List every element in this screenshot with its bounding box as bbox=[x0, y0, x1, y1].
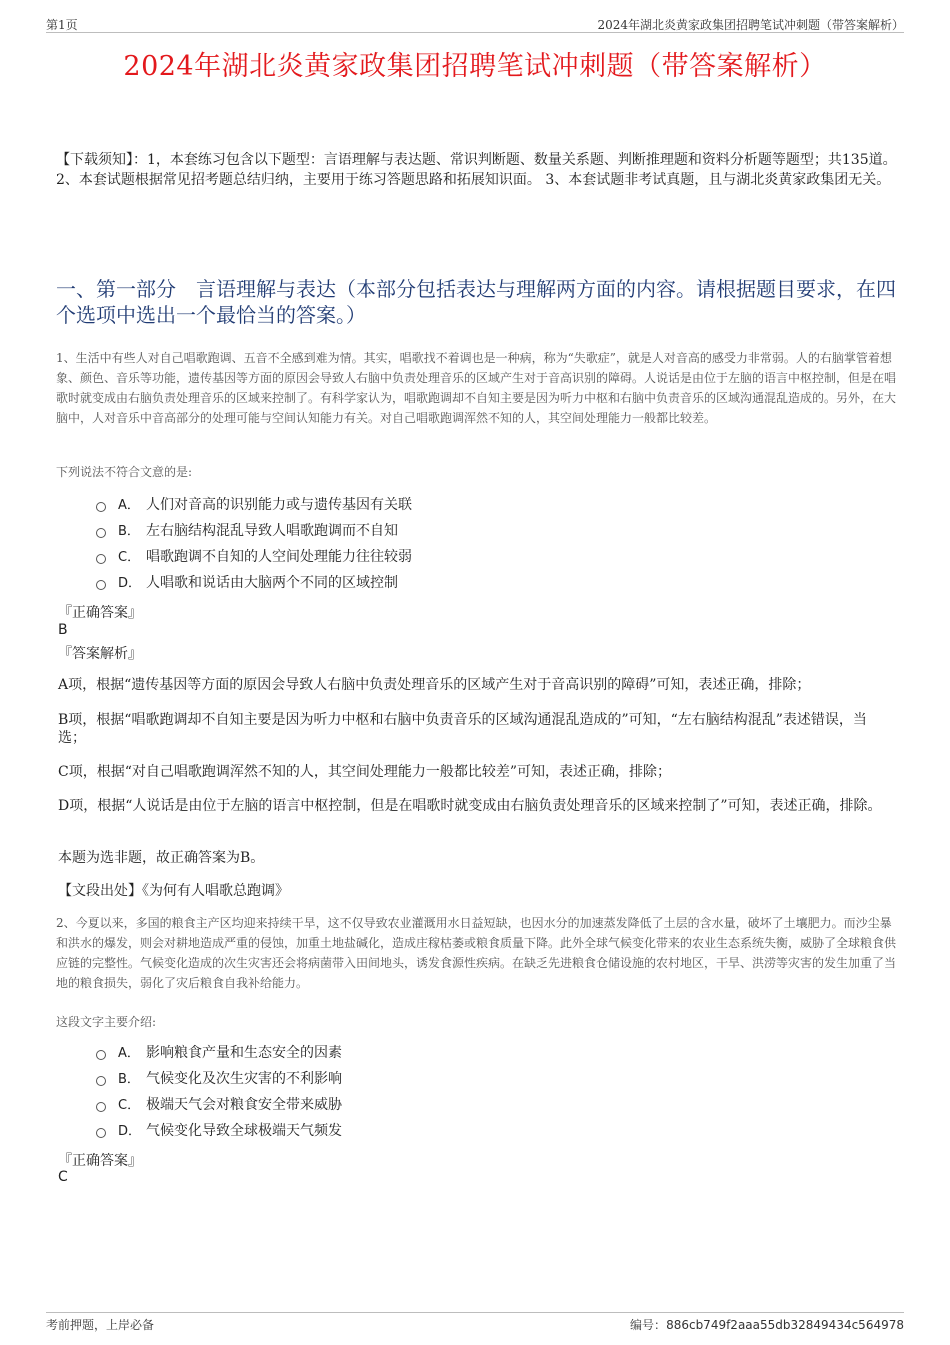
option-text: 气候变化导致全球极端天气频发 bbox=[146, 1123, 342, 1139]
radio-icon[interactable] bbox=[96, 1076, 106, 1086]
correct-answer: C bbox=[58, 1169, 68, 1185]
analysis-b: B项，根据“唱歌跑调却不自知主要是因为听力中枢和右脑中负责音乐的区域沟通混乱造成的”可知，“左右脑结构混乱”表述错误，当选； bbox=[58, 712, 867, 746]
section-title: 一、第一部分 言语理解与表达（本部分包括表达与理解两方面的内容。请根据题目要求，在四个选项中选出一个最恰当的答案。） bbox=[56, 277, 896, 327]
option-text: 人唱歌和说话由大脑两个不同的区域控制 bbox=[146, 575, 398, 591]
document-title: 2024年湖北炎黄家政集团招聘笔试冲刺题（带答案解析） bbox=[123, 51, 827, 82]
footer-code-value: 886cb749f2aaa55db32849434c564978 bbox=[666, 1318, 904, 1332]
option-b[interactable]: B． 左右脑结构混乱导致人唱歌跑调而不自知 bbox=[96, 518, 696, 544]
page-footer bbox=[46, 1312, 904, 1333]
radio-icon[interactable] bbox=[96, 1102, 106, 1112]
radio-icon[interactable] bbox=[96, 528, 106, 538]
question-1-options bbox=[96, 492, 696, 596]
question-1-prompt: 下列说法不符合文意的是: bbox=[56, 465, 193, 479]
option-c[interactable]: C． 唱歌跑调不自知的人空间处理能力往往较弱 bbox=[96, 544, 696, 570]
page-number: 第1页 bbox=[46, 18, 78, 32]
option-a[interactable]: A． 影响粮食产量和生态安全的因素 bbox=[96, 1040, 696, 1066]
option-text: 左右脑结构混乱导致人唱歌跑调而不自知 bbox=[146, 523, 398, 539]
analysis-a: A项，根据“遗传基因等方面的原因会导致人右脑中负责处理音乐的区域产生对于音高识别的障碍”可知，表述正确，排除； bbox=[58, 677, 811, 693]
radio-icon[interactable] bbox=[96, 502, 106, 512]
option-b[interactable]: B． 气候变化及次生灾害的不利影响 bbox=[96, 1066, 696, 1092]
page-header bbox=[46, 14, 904, 33]
footer-code bbox=[630, 1316, 904, 1333]
correct-answer-label: 『正确答案』 bbox=[58, 1153, 142, 1169]
correct-answer: B bbox=[58, 622, 68, 638]
radio-icon[interactable] bbox=[96, 1128, 106, 1138]
analysis-conclusion: 本题为选非题，故正确答案为B。 bbox=[58, 850, 265, 866]
radio-icon[interactable] bbox=[96, 1050, 106, 1060]
option-d[interactable]: D． 气候变化导致全球极端天气频发 bbox=[96, 1118, 696, 1144]
analysis-d: D项，根据“人说话是由位于左脑的语言中枢控制，但是在唱歌时就变成由右脑负责处理音乐的区域来控制了”可知，表述正确，排除。 bbox=[58, 798, 882, 814]
question-2-passage: 2、今夏以来，多国的粮食主产区均迎来持续干旱，这不仅导致农业灌溉用水日益短缺，也因水分的加速蒸发降低了土层的含水量，破坏了土壤肥力。而沙尘暴和洪水的爆发，则会对耕地造成严重的侵蚀，加重土地盐碱化，造成庄稼枯萎或粮食质量下降。此外全球气候变化带来的农业生态系统失衡，威胁了全球粮食供应链的完整性。气候变化造成的次生灾害还会将病菌带入田间地头，诱发食源性疾病。在缺乏先进粮食仓储设施的农村地区，干旱、洪涝等灾害的发生加重了当地的粮食损失，弱化了灾后粮食自我补给能力。 bbox=[56, 916, 897, 990]
option-a[interactable]: A． 人们对音高的识别能力或与遗传基因有关联 bbox=[96, 492, 696, 518]
footer-slogan: 考前押题，上岸必备 bbox=[46, 1318, 155, 1332]
option-text: 唱歌跑调不自知的人空间处理能力往往较弱 bbox=[146, 549, 412, 565]
analysis-c: C项，根据“对自己唱歌跑调浑然不知的人，其空间处理能力一般都比较差”可知，表述正确，排除； bbox=[58, 764, 672, 780]
question-1-passage: 1、生活中有些人对自己唱歌跑调、五音不全感到难为情。其实，唱歌找不着调也是一种病，称为“失歌症”，就是人对音高的感受力非常弱。人的右脑掌管着想象、颜色、音乐等功能，遗传基因等方面的原因会导致人右脑中负责处理音乐的区域产生对于音高识别的障碍。人说话是由位于左脑的语言中枢控制，但是在唱歌时就变成由右脑负责处理音乐的区域来控制了。有科学家认为，唱歌跑调却不自知主要是因为听力中枢和右脑中负责音乐的区域沟通混乱造成的。另外，在大脑中，人对音乐中音高部分的处理可能与空间认知能力有关。对自己唱歌跑调浑然不知的人，其空间处理能力一般都比较差。 bbox=[56, 351, 897, 425]
question-2-prompt: 这段文字主要介绍: bbox=[56, 1015, 157, 1029]
option-text: 极端天气会对粮食安全带来威胁 bbox=[146, 1097, 342, 1113]
analysis-label: 『答案解析』 bbox=[58, 646, 142, 662]
radio-icon[interactable] bbox=[96, 554, 106, 564]
download-notice: 【下载须知】：1，本套练习包含以下题型：言语理解与表达题、常识判断题、数量关系题、判断推理题和资料分析题等题型；共135道。 2、本套试题根据常见招考题总结归纳，主要用于练习答题思路和拓展知识面。 3、本套试题非考试真题，且与湖北炎黄家政集团无关。 bbox=[56, 152, 897, 188]
footer-code-label: 编号： bbox=[630, 1318, 667, 1332]
passage-source: 【文段出处】《为何有人唱歌总跑调》 bbox=[58, 883, 289, 899]
radio-icon[interactable] bbox=[96, 580, 106, 590]
option-text: 影响粮食产量和生态安全的因素 bbox=[146, 1045, 342, 1061]
option-text: 气候变化及次生灾害的不利影响 bbox=[146, 1071, 342, 1087]
header-doc-name: 2024年湖北炎黄家政集团招聘笔试冲刺题（带答案解析） bbox=[597, 18, 904, 32]
correct-answer-label: 『正确答案』 bbox=[58, 605, 142, 621]
option-d[interactable]: D． 人唱歌和说话由大脑两个不同的区域控制 bbox=[96, 570, 696, 596]
question-2-options bbox=[96, 1040, 696, 1144]
option-text: 人们对音高的识别能力或与遗传基因有关联 bbox=[146, 497, 412, 513]
option-c[interactable]: C． 极端天气会对粮食安全带来威胁 bbox=[96, 1092, 696, 1118]
